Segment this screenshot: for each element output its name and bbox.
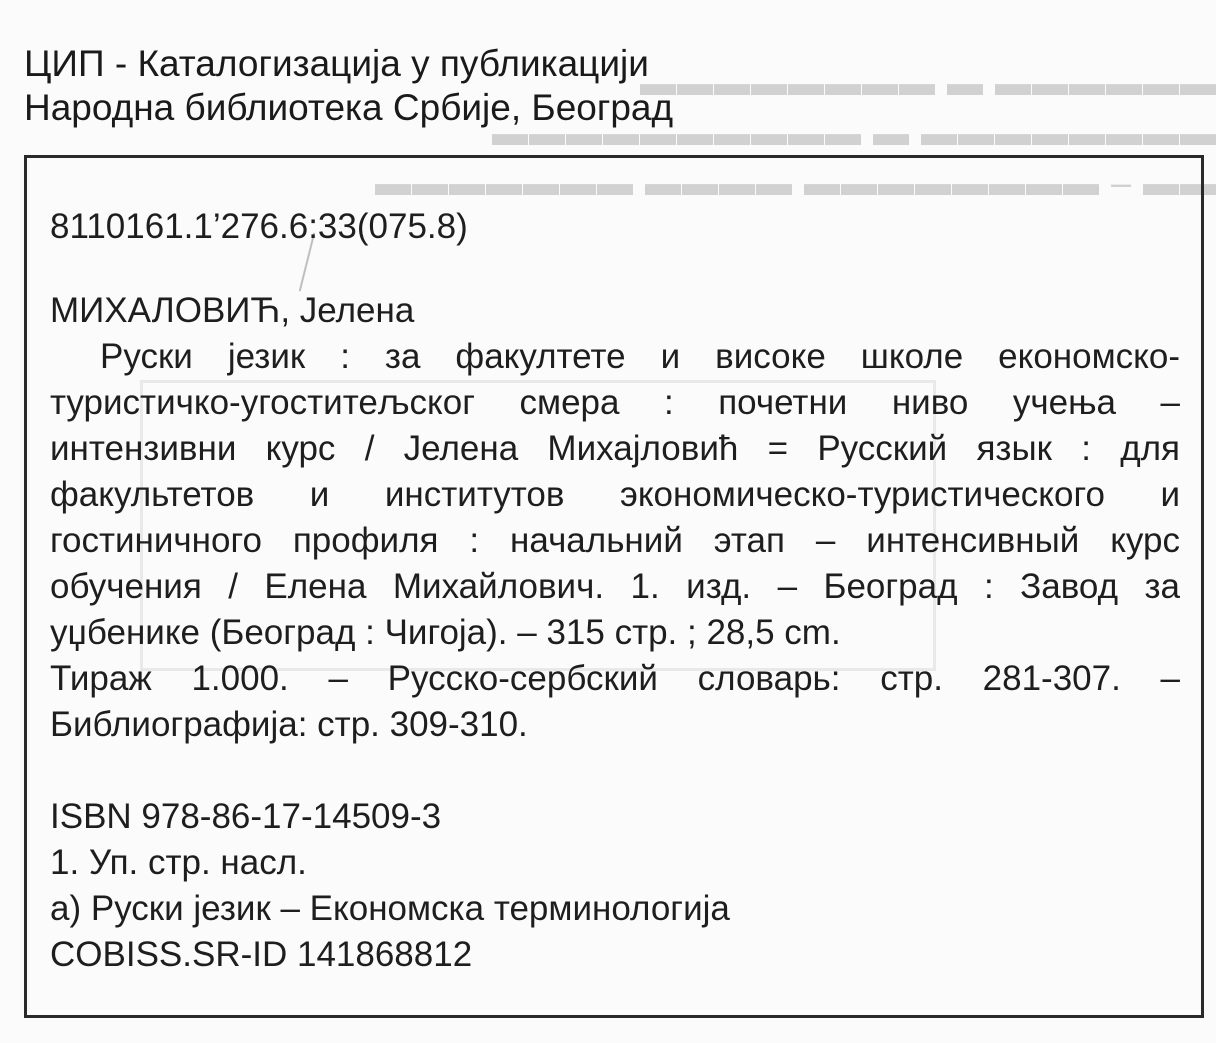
author-heading: МИХАЛОВИЋ, Јелена [50, 291, 415, 330]
library-name: Народна библиотека Србије, Београд [24, 87, 674, 128]
catalog-card [24, 155, 1204, 1018]
bleed-through-texture: ▬▬▬▬▬▬ ▬ ▬▬▬▬▬▬▬▬ ▬▬▬▬▬▬▬▬ ▬ ▬▬▬▬▬▬▬▬▬▬ ▬▬ – ▬▬▬▬▬▬▬▬ ▬▬▬▬ ▬▬▬▬▬▬▬ [373, 62, 1216, 203]
catalog-card-content [50, 204, 1180, 978]
isbn: ISBN 978-86-17-14509-3 [50, 797, 442, 836]
description-line: факультетов и институтов экономическо-туристического и [50, 475, 1180, 514]
description-line: интензивни курс / Јелена Михајловић = Русский язык : для [50, 429, 1180, 468]
subject-entry-a: а) Руски језик – Економска терминологија [50, 889, 730, 928]
description-line: обучения / Елена Михайлович. 1. изд. – Београд : Завод за [50, 567, 1180, 606]
notes-line: Библиографија: стр. 309-310. [50, 705, 528, 744]
subject-entry-1: 1. Уп. стр. насл. [50, 843, 307, 882]
bibliographic-description [50, 334, 1180, 656]
notes [50, 656, 1180, 748]
description-line: гостиничного профиля : начальний этап – интенсивный курс [50, 521, 1180, 560]
udc-classification: 8110161.1’276.6:33(075.8) [50, 207, 468, 246]
cip-header [24, 42, 673, 130]
cobiss-id: COBISS.SR-ID 141868812 [50, 935, 473, 974]
cip-title: ЦИП - Каталогизација у публикацији [24, 43, 649, 84]
notes-line: Тираж 1.000. – Русско-сербский словарь: стр. 281-307. – [50, 659, 1180, 698]
description-line: Руски језик : за факултете и високе школе економско- [100, 337, 1180, 376]
description-line: уџбенике (Београд : Чигоја). – 315 стр. ; 28,5 cm. [50, 613, 841, 652]
description-line: туристичко-угоститељског смера : почетни ниво учења – [50, 383, 1180, 422]
